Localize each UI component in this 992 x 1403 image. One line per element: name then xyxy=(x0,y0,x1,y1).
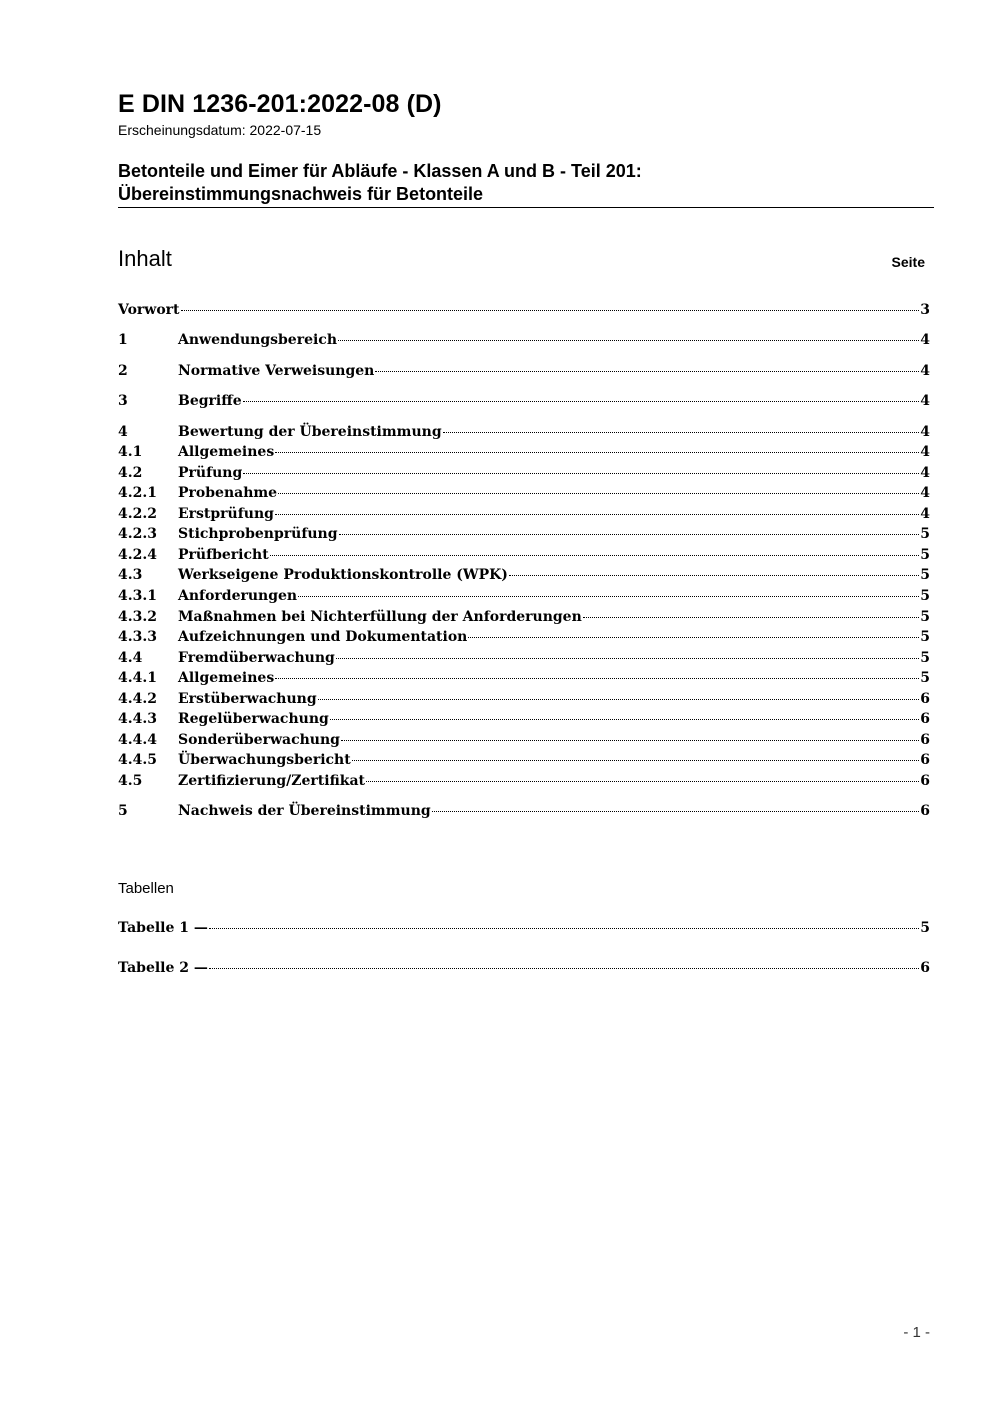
toc-leader xyxy=(443,431,920,433)
toc-leader xyxy=(468,636,919,638)
page-number: - 1 - xyxy=(903,1324,930,1341)
toc-entry-page: 5 xyxy=(920,609,930,625)
toc-entry-4-2-2[interactable] xyxy=(118,506,930,526)
toc-entry-number: 4.4.1 xyxy=(118,670,157,686)
toc-entry-page: 4 xyxy=(920,485,930,501)
toc-entry-number: 4.2.1 xyxy=(118,485,157,501)
table-entry-title: Tabelle 1 — xyxy=(118,920,208,936)
toc-entry-4[interactable] xyxy=(118,424,930,444)
toc-entry-number: 4.2 xyxy=(118,465,143,481)
toc-entry-title: Stichprobenprüfung xyxy=(178,526,338,542)
toc-entry-4-4-2[interactable] xyxy=(118,691,930,711)
toc-entry-title: Probenahme xyxy=(178,485,278,501)
toc-entry-3[interactable] xyxy=(118,393,930,413)
toc-entry-page: 4 xyxy=(920,393,930,409)
toc-entry-title: Normative Verweisungen xyxy=(178,363,375,379)
toc-entry-4-3-1[interactable] xyxy=(118,588,930,608)
toc-entry-title: Bewertung der Übereinstimmung xyxy=(178,424,442,440)
toc-entry-title: Maßnahmen bei Nichterfüllung der Anforderungen xyxy=(178,609,582,625)
toc-leader xyxy=(339,533,920,535)
toc-leader xyxy=(366,780,919,782)
toc-entry-number: 5 xyxy=(118,803,128,819)
toc-entry-number: 4.4.2 xyxy=(118,691,157,707)
toc-entry-title: Aufzeichnungen und Dokumentation xyxy=(178,629,468,645)
toc-entry-number: 4.3.2 xyxy=(118,609,157,625)
toc-entry-title: Allgemeines xyxy=(178,444,275,460)
toc-entry-page: 6 xyxy=(920,752,930,768)
toc-leader xyxy=(509,574,919,576)
toc-entry-title: Prüfung xyxy=(178,465,243,481)
toc-entry-number: 4.3 xyxy=(118,567,143,583)
toc-entry-page: 4 xyxy=(920,444,930,460)
toc-entry-4-3-2[interactable] xyxy=(118,609,930,629)
toc-entry-page: 4 xyxy=(920,465,930,481)
subtitle-line-1: Betonteile und Eimer für Abläufe - Klassen A und B - Teil 201: xyxy=(118,161,642,181)
toc-entry-page: 6 xyxy=(920,691,930,707)
toc-entry-4-4-5[interactable] xyxy=(118,752,930,772)
toc-entry-page: 5 xyxy=(920,588,930,604)
toc-leader xyxy=(298,595,919,597)
toc-entry-4-2-4[interactable] xyxy=(118,547,930,567)
toc-entry-title: Allgemeines xyxy=(178,670,275,686)
toc-entry-4-2-1[interactable] xyxy=(118,485,930,505)
toc-entry-title: Prüfbericht xyxy=(178,547,269,563)
table-entry-page: 5 xyxy=(920,920,930,936)
toc-entry-page: 5 xyxy=(920,567,930,583)
toc-entry-number: 2 xyxy=(118,363,128,379)
toc-entry-number: 4.3.1 xyxy=(118,588,157,604)
toc-leader xyxy=(352,759,920,761)
toc-entry-4-4-4[interactable] xyxy=(118,732,930,752)
toc-entry-4-2-3[interactable] xyxy=(118,526,930,546)
toc-entry-page: 5 xyxy=(920,526,930,542)
toc-entry-4-5[interactable] xyxy=(118,773,930,793)
toc-entry-number: 4.4.5 xyxy=(118,752,157,768)
toc-entry-title: Anwendungsbereich xyxy=(178,332,337,348)
toc-entry-title: Nachweis der Übereinstimmung xyxy=(178,803,431,819)
toc-page-heading: Seite xyxy=(891,254,925,270)
toc-entry-title: Werkseigene Produktionskontrolle (WPK) xyxy=(178,567,508,583)
toc-entry-title: Regelüberwachung xyxy=(178,711,329,727)
table-entry-2[interactable] xyxy=(118,960,930,980)
toc-entry-number: 1 xyxy=(118,332,128,348)
toc-entry-number: 4.3.3 xyxy=(118,629,157,645)
toc-entry-title: Erstprüfung xyxy=(178,506,274,522)
toc-entry-4-1[interactable] xyxy=(118,444,930,464)
toc-entry-page: 6 xyxy=(920,732,930,748)
toc-entry-title: Sonderüberwachung xyxy=(178,732,340,748)
toc-entry-number: 4.2.4 xyxy=(118,547,157,563)
toc-entry-title: Fremdüberwachung xyxy=(178,650,335,666)
toc-leader xyxy=(209,967,919,969)
tables-heading: Tabellen xyxy=(118,880,174,897)
toc-entry-number: 4 xyxy=(118,424,128,440)
toc-entry-page: 4 xyxy=(920,506,930,522)
toc-leader xyxy=(336,657,919,659)
toc-entry-number: 3 xyxy=(118,393,128,409)
toc-entry-page: 5 xyxy=(920,547,930,563)
toc-entry-page: 6 xyxy=(920,773,930,789)
document-title: E DIN 1236-201:2022-08 (D) xyxy=(118,90,442,118)
toc-entry-page: 6 xyxy=(920,711,930,727)
toc-heading: Inhalt xyxy=(118,246,172,271)
toc-leader xyxy=(275,451,919,453)
toc-entry-title: Vorwort xyxy=(118,302,180,318)
toc-leader xyxy=(275,677,919,679)
toc-leader xyxy=(341,739,919,741)
toc-entry-page: 5 xyxy=(920,670,930,686)
toc-leader xyxy=(278,492,919,494)
toc-entry-page: 4 xyxy=(920,363,930,379)
toc-entry-page: 4 xyxy=(920,424,930,440)
toc-leader xyxy=(375,370,919,372)
table-entry-page: 6 xyxy=(920,960,930,976)
subtitle-line-2: Übereinstimmungsnachweis für Betonteile xyxy=(118,184,484,204)
toc-leader xyxy=(338,339,919,341)
toc-entry-4-4-1[interactable] xyxy=(118,670,930,690)
toc-leader xyxy=(181,309,920,311)
toc-leader xyxy=(270,554,920,556)
toc-leader xyxy=(275,513,919,515)
toc-entry-number: 4.4.4 xyxy=(118,732,157,748)
table-entry-1[interactable] xyxy=(118,920,930,940)
publication-date: Erscheinungsdatum: 2022-07-15 xyxy=(118,122,322,138)
toc-entry-page: 5 xyxy=(920,650,930,666)
toc-entry-4-2[interactable] xyxy=(118,465,930,485)
toc-entry-5[interactable] xyxy=(118,803,930,823)
toc-entry-page: 6 xyxy=(920,803,930,819)
toc-entry-title: Überwachungsbericht xyxy=(178,752,351,768)
toc-leader xyxy=(243,472,919,474)
toc-entry-page: 4 xyxy=(920,332,930,348)
document-subtitle xyxy=(118,160,934,208)
toc-leader xyxy=(318,698,920,700)
toc-leader xyxy=(330,718,919,720)
toc-leader xyxy=(209,927,919,929)
toc-entry-number: 4.4.3 xyxy=(118,711,157,727)
toc-leader xyxy=(243,400,920,402)
toc-entry-1[interactable] xyxy=(118,332,930,352)
toc-entry-page: 5 xyxy=(920,629,930,645)
toc-entry-page: 3 xyxy=(920,302,930,318)
toc-entry-number: 4.2.2 xyxy=(118,506,157,522)
toc-entry-2[interactable] xyxy=(118,363,930,383)
toc-leader xyxy=(432,810,920,812)
toc-leader xyxy=(583,616,919,618)
toc-entry-4-3-3[interactable] xyxy=(118,629,930,649)
toc-entry-number: 4.2.3 xyxy=(118,526,157,542)
toc-entry-title: Begriffe xyxy=(178,393,242,409)
toc-entry-4-3[interactable] xyxy=(118,567,930,587)
toc-entry-4-4[interactable] xyxy=(118,650,930,670)
toc-entry-number: 4.5 xyxy=(118,773,143,789)
toc-entry-number: 4.1 xyxy=(118,444,143,460)
toc-entry-number: 4.4 xyxy=(118,650,143,666)
toc-entry-title: Anforderungen xyxy=(178,588,298,604)
toc-entry-vorwort[interactable] xyxy=(118,302,930,322)
table-entry-title: Tabelle 2 — xyxy=(118,960,208,976)
toc-entry-title: Zertifizierung/Zertifikat xyxy=(178,773,365,789)
toc-entry-4-4-3[interactable] xyxy=(118,711,930,731)
toc-entry-title: Erstüberwachung xyxy=(178,691,317,707)
